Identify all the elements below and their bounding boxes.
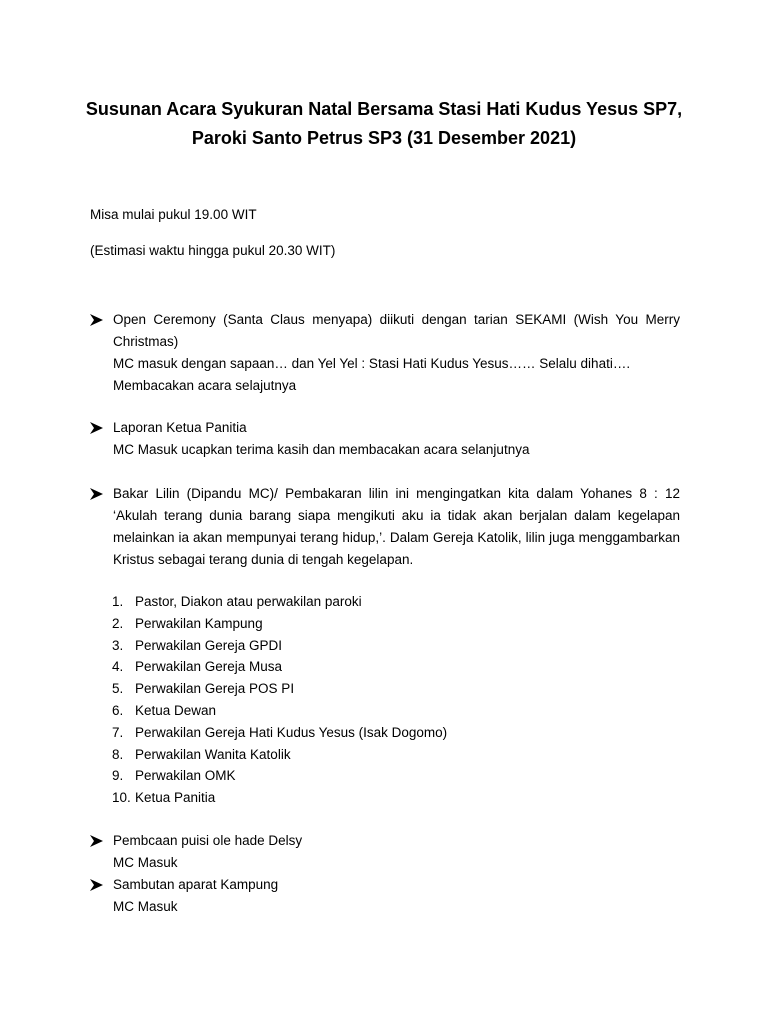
arrow-bullet-icon — [90, 309, 104, 331]
candle-participant-item — [90, 613, 447, 635]
list-number: 7. — [112, 724, 124, 740]
candle-participant-item — [90, 635, 447, 657]
mass-start-text: Misa mulai pukul 19.00 WIT — [90, 207, 257, 222]
open-ceremony-mc: MC masuk dengan sapaan… dan Yel Yel : Stasi Hati Kudus Yesus…… Selalu dihati…. — [113, 356, 631, 371]
list-label: Pastor, Diakon atau perwakilan paroki — [135, 594, 362, 609]
poem-mc: MC Masuk — [113, 855, 178, 870]
title-line-1: Susunan Acara Syukuran Natal Bersama Stasi Hati Kudus Yesus SP7, — [85, 99, 683, 119]
arrow-bullet-icon — [90, 483, 104, 505]
candle-participant-item — [90, 722, 447, 744]
list-label: Perwakilan Gereja Musa — [135, 659, 283, 675]
list-number: 8. — [112, 746, 124, 762]
candle-participant-item — [90, 700, 447, 722]
list-number: 2. — [112, 615, 124, 631]
list-number: 1. — [112, 594, 124, 609]
list-number: 9. — [112, 768, 124, 784]
candle-participants-list — [90, 591, 447, 809]
candle-participant-item — [90, 744, 447, 766]
list-number: 4. — [112, 659, 124, 675]
list-label: Ketua Dewan — [135, 702, 217, 718]
candle-participant-item — [90, 765, 447, 787]
agenda-item-open-ceremony — [90, 309, 680, 397]
list-number: 10. — [112, 790, 131, 806]
estimate-text: (Estimasi waktu hingga pukul 20.30 WIT) — [90, 243, 336, 258]
list-number: 5. — [112, 681, 124, 697]
report-mc: MC Masuk ucapkan terima kasih dan membacakan acara selanjutnya — [113, 442, 530, 457]
candle-participant-item — [90, 591, 447, 613]
list-label: Perwakilan OMK — [135, 768, 236, 784]
list-label: Perwakilan Kampung — [135, 615, 263, 631]
list-number: 3. — [112, 637, 124, 653]
report-text: Laporan Ketua Panitia — [113, 420, 247, 435]
list-label: Perwakilan Gereja Hati Kudus Yesus (Isak Dogomo) — [135, 724, 448, 740]
list-label: Perwakilan Gereja POS PI — [135, 681, 295, 697]
list-label: Perwakilan Wanita Katolik — [135, 746, 291, 762]
open-ceremony-next: Membacakan acara selajutnya — [113, 378, 297, 393]
speech-mc: MC Masuk — [113, 899, 178, 914]
agenda-item-report — [90, 417, 680, 461]
agenda-item-candle — [90, 483, 680, 571]
candle-participant-item — [90, 787, 447, 809]
candle-participant-item — [90, 678, 447, 700]
arrow-bullet-icon — [90, 830, 104, 852]
document-title — [60, 95, 708, 153]
list-number: 6. — [112, 702, 124, 718]
list-label: Perwakilan Gereja GPDI — [135, 637, 283, 653]
speech-text: Sambutan aparat Kampung — [113, 877, 279, 892]
agenda-item-speech — [90, 874, 680, 918]
open-ceremony-text: Open Ceremony (Santa Claus menyapa) diikuti dengan tarian SEKAMI (Wish You Merry Christmas) — [113, 312, 680, 349]
poem-text: Pembcaan puisi ole hade Delsy — [113, 833, 303, 848]
arrow-bullet-icon — [90, 874, 104, 896]
agenda-item-poem — [90, 830, 680, 874]
list-label: Ketua Panitia — [135, 790, 216, 806]
candle-text: Bakar Lilin (Dipandu MC)/ Pembakaran lilin ini mengingatkan kita dalam Yohanes 8 : 12 ‘Akulah terang dunia barang siapa mengikuti aku ia tidak akan berjalan dalam kegelapan melainkan ia akan mempunyai terang hidup,’. Dalam Gereja Katolik, lilin juga menggambarkan Kristus sebagai terang dunia di tengah kegelapan. — [113, 486, 680, 567]
candle-participant-item — [90, 656, 447, 678]
arrow-bullet-icon — [90, 417, 104, 439]
title-line-2: Paroki Santo Petrus SP3 (31 Desember 2021) — [191, 128, 577, 148]
